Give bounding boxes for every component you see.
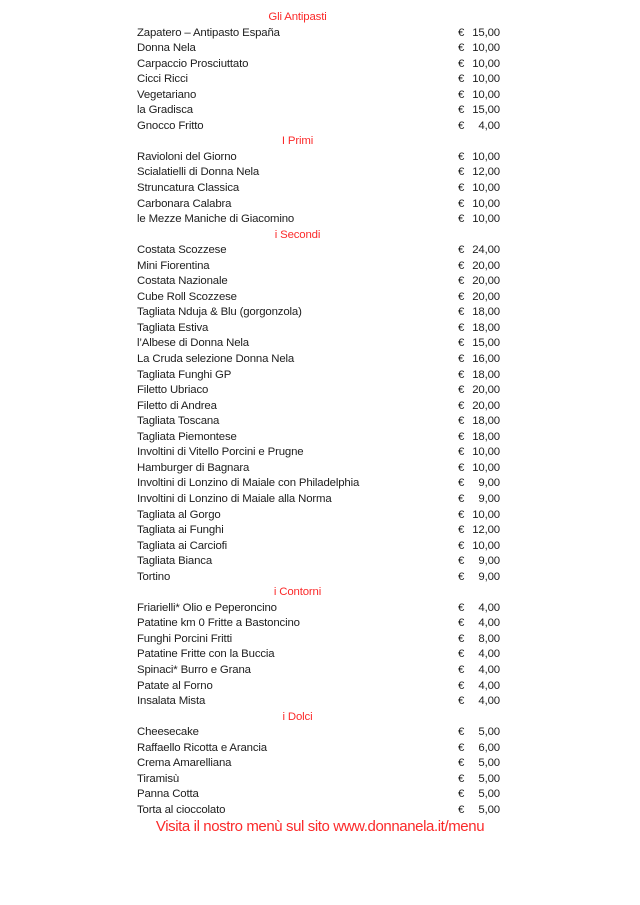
menu-item-name: Carpaccio Prosciuttato xyxy=(137,57,249,70)
menu-item-name: Patatine Fritte con la Buccia xyxy=(137,648,275,661)
menu-item-price xyxy=(458,663,500,679)
menu-item-name: Tagliata Funghi GP xyxy=(137,368,232,381)
euro-currency-symbol: € xyxy=(458,741,465,754)
menu-item-amount: 9,00 xyxy=(478,555,500,568)
menu-item-row xyxy=(137,647,500,663)
menu-item-row xyxy=(137,508,500,524)
menu-item-amount: 4,00 xyxy=(478,617,500,630)
euro-currency-symbol: € xyxy=(458,803,465,816)
menu-item-name: Vegetariano xyxy=(137,88,197,101)
menu-item-name: Carbonara Calabra xyxy=(137,197,232,210)
menu-item-price xyxy=(458,492,500,508)
menu-item-name: Tortino xyxy=(137,570,171,583)
menu-item-name: Tagliata ai Funghi xyxy=(137,524,224,537)
menu-item-row xyxy=(137,368,500,384)
menu-item-row xyxy=(137,259,500,275)
euro-currency-symbol: € xyxy=(458,757,465,770)
menu-item-amount: 10,00 xyxy=(472,446,500,459)
menu-item-price xyxy=(458,430,500,446)
menu-item-price xyxy=(458,632,500,648)
menu-item-price xyxy=(458,445,500,461)
menu-item-name: Crema Amarelliana xyxy=(137,757,232,770)
menu-item-name: Tiramisù xyxy=(137,772,180,785)
euro-currency-symbol: € xyxy=(458,726,465,739)
section-header-antipasti xyxy=(137,10,500,26)
menu-item-price xyxy=(458,72,500,88)
menu-item-row xyxy=(137,679,500,695)
menu-item-name: Panna Cotta xyxy=(137,788,199,801)
euro-currency-symbol: € xyxy=(458,275,465,288)
euro-currency-symbol: € xyxy=(458,632,465,645)
menu-item-price xyxy=(458,181,500,197)
menu-item-row xyxy=(137,150,500,166)
menu-item-amount: 5,00 xyxy=(478,772,500,785)
section-header-secondi xyxy=(137,228,500,244)
euro-currency-symbol: € xyxy=(458,119,465,132)
menu-item-amount: 6,00 xyxy=(478,741,500,754)
euro-currency-symbol: € xyxy=(458,166,465,179)
menu-item-amount: 5,00 xyxy=(478,803,500,816)
euro-currency-symbol: € xyxy=(458,492,465,505)
menu-item-name: Spinaci* Burro e Grana xyxy=(137,663,251,676)
menu-item-row xyxy=(137,26,500,42)
menu-item-amount: 20,00 xyxy=(472,259,500,272)
euro-currency-symbol: € xyxy=(458,182,465,195)
euro-currency-symbol: € xyxy=(458,663,465,676)
menu-item-price xyxy=(458,274,500,290)
euro-currency-symbol: € xyxy=(458,244,465,257)
section-title: I Primi xyxy=(281,135,314,148)
menu-item-row xyxy=(137,41,500,57)
menu-item-amount: 10,00 xyxy=(472,42,500,55)
menu-item-name: Mini Fiorentina xyxy=(137,259,210,272)
menu-item-amount: 18,00 xyxy=(472,430,500,443)
menu-item-amount: 8,00 xyxy=(478,632,500,645)
menu-item-amount: 10,00 xyxy=(472,150,500,163)
menu-item-row xyxy=(137,492,500,508)
euro-currency-symbol: € xyxy=(458,290,465,303)
euro-currency-symbol: € xyxy=(458,539,465,552)
menu-item-amount: 15,00 xyxy=(472,26,500,39)
euro-currency-symbol: € xyxy=(458,415,465,428)
menu-item-name: le Mezze Maniche di Giacomino xyxy=(137,213,295,226)
menu-item-row xyxy=(137,601,500,617)
menu-item-amount: 20,00 xyxy=(472,384,500,397)
menu-item-row xyxy=(137,212,500,228)
menu-item-price xyxy=(458,756,500,772)
euro-currency-symbol: € xyxy=(458,570,465,583)
menu-item-amount: 12,00 xyxy=(472,166,500,179)
menu-item-name: Tagliata Toscana xyxy=(137,415,220,428)
section-header-primi xyxy=(137,134,500,150)
menu-item-name: Raffaello Ricotta e Arancia xyxy=(137,741,267,754)
menu-item-row xyxy=(137,539,500,555)
menu-item-name: Patate al Forno xyxy=(137,679,213,692)
menu-item-amount: 9,00 xyxy=(478,492,500,505)
menu-item-amount: 16,00 xyxy=(472,353,500,366)
menu-item-row xyxy=(137,57,500,73)
menu-item-name: Involtini di Vitello Porcini e Prugne xyxy=(137,446,304,459)
menu-item-name: Costata Scozzese xyxy=(137,244,227,257)
menu-item-amount: 4,00 xyxy=(478,601,500,614)
section-title: i Contorni xyxy=(273,586,322,599)
section-header-dolci xyxy=(137,710,500,726)
menu-item-amount: 10,00 xyxy=(472,197,500,210)
menu-item-row xyxy=(137,570,500,586)
menu-item-price xyxy=(458,570,500,586)
menu-item-amount: 18,00 xyxy=(472,306,500,319)
menu-item-price xyxy=(458,88,500,104)
euro-currency-symbol: € xyxy=(458,601,465,614)
menu-item-name: Hamburger di Bagnara xyxy=(137,461,250,474)
euro-currency-symbol: € xyxy=(458,57,465,70)
menu-item-name: Costata Nazionale xyxy=(137,275,228,288)
menu-item-name: Filetto di Andrea xyxy=(137,399,217,412)
menu-item-price xyxy=(458,647,500,663)
menu-item-name: Tagliata Nduja & Blu (gorgonzola) xyxy=(137,306,302,319)
menu-item-amount: 10,00 xyxy=(472,461,500,474)
menu-item-row xyxy=(137,305,500,321)
menu-item-row xyxy=(137,290,500,306)
menu-item-price xyxy=(458,725,500,741)
menu-item-name: Scialatielli di Donna Nela xyxy=(137,166,260,179)
menu-item-row xyxy=(137,103,500,119)
menu-item-amount: 9,00 xyxy=(478,570,500,583)
euro-currency-symbol: € xyxy=(458,430,465,443)
menu-item-row xyxy=(137,352,500,368)
menu-item-name: Zapatero – Antipasto España xyxy=(137,26,280,39)
menu-item-row xyxy=(137,476,500,492)
menu-item-amount: 18,00 xyxy=(472,321,500,334)
menu-item-row xyxy=(137,694,500,710)
menu-item-price xyxy=(458,601,500,617)
menu-item-name: Tagliata Piemontese xyxy=(137,430,237,443)
section-title: i Dolci xyxy=(282,710,313,723)
euro-currency-symbol: € xyxy=(458,446,465,459)
menu-item-price xyxy=(458,290,500,306)
menu-item-row xyxy=(137,787,500,803)
menu-item-price xyxy=(458,305,500,321)
menu-list xyxy=(137,10,500,818)
menu-item-row xyxy=(137,243,500,259)
menu-item-name: Cicci Ricci xyxy=(137,73,188,86)
menu-item-price xyxy=(458,26,500,42)
euro-currency-symbol: € xyxy=(458,321,465,334)
euro-currency-symbol: € xyxy=(458,772,465,785)
menu-item-price xyxy=(458,787,500,803)
menu-item-amount: 10,00 xyxy=(472,213,500,226)
euro-currency-symbol: € xyxy=(458,788,465,801)
section-header-contorni xyxy=(137,585,500,601)
euro-currency-symbol: € xyxy=(458,259,465,272)
section-title: i Secondi xyxy=(274,228,321,241)
menu-item-price xyxy=(458,399,500,415)
menu-item-row xyxy=(137,88,500,104)
euro-currency-symbol: € xyxy=(458,477,465,490)
menu-item-name: La Cruda selezione Donna Nela xyxy=(137,353,295,366)
euro-currency-symbol: € xyxy=(458,617,465,630)
menu-item-row xyxy=(137,554,500,570)
menu-item-row xyxy=(137,461,500,477)
menu-item-row xyxy=(137,383,500,399)
menu-item-row xyxy=(137,741,500,757)
menu-item-price xyxy=(458,523,500,539)
menu-item-name: Patatine km 0 Fritte a Bastoncino xyxy=(137,617,300,630)
menu-item-name: Cube Roll Scozzese xyxy=(137,290,237,303)
euro-currency-symbol: € xyxy=(458,368,465,381)
menu-item-amount: 4,00 xyxy=(478,695,500,708)
menu-item-row xyxy=(137,772,500,788)
menu-item-price xyxy=(458,539,500,555)
menu-item-row xyxy=(137,119,500,135)
menu-item-row xyxy=(137,399,500,415)
menu-item-price xyxy=(458,508,500,524)
menu-item-price xyxy=(458,368,500,384)
euro-currency-symbol: € xyxy=(458,695,465,708)
menu-item-amount: 20,00 xyxy=(472,290,500,303)
menu-item-row xyxy=(137,321,500,337)
menu-item-name: Struncatura Classica xyxy=(137,182,240,195)
menu-item-name: Filetto Ubriaco xyxy=(137,384,209,397)
euro-currency-symbol: € xyxy=(458,197,465,210)
euro-currency-symbol: € xyxy=(458,306,465,319)
menu-item-price xyxy=(458,694,500,710)
menu-item-row xyxy=(137,72,500,88)
menu-item-name: Torta al cioccolato xyxy=(137,803,226,816)
menu-item-name: Funghi Porcini Fritti xyxy=(137,632,232,645)
menu-item-amount: 5,00 xyxy=(478,757,500,770)
menu-item-amount: 20,00 xyxy=(472,275,500,288)
menu-item-name: Tagliata Estiva xyxy=(137,321,209,334)
menu-item-name: Gnocco Fritto xyxy=(137,119,204,132)
menu-item-row xyxy=(137,523,500,539)
menu-item-amount: 4,00 xyxy=(478,648,500,661)
menu-item-price xyxy=(458,554,500,570)
menu-item-amount: 18,00 xyxy=(472,368,500,381)
menu-item-name: Donna Nela xyxy=(137,42,196,55)
footer-website-note: Visita il nostro menù sul sito www.donnanela.it/menu xyxy=(155,818,485,835)
menu-item-name: Cheesecake xyxy=(137,726,199,739)
euro-currency-symbol: € xyxy=(458,88,465,101)
menu-item-name: Ravioloni del Giorno xyxy=(137,150,237,163)
menu-item-amount: 18,00 xyxy=(472,415,500,428)
euro-currency-symbol: € xyxy=(458,213,465,226)
menu-item-price xyxy=(458,243,500,259)
menu-item-price xyxy=(458,212,500,228)
menu-item-amount: 10,00 xyxy=(472,73,500,86)
menu-item-price xyxy=(458,352,500,368)
menu-item-price xyxy=(458,476,500,492)
euro-currency-symbol: € xyxy=(458,555,465,568)
menu-item-price xyxy=(458,197,500,213)
menu-item-row xyxy=(137,445,500,461)
euro-currency-symbol: € xyxy=(458,150,465,163)
menu-item-name: Tagliata Bianca xyxy=(137,555,213,568)
menu-item-price xyxy=(458,679,500,695)
menu-item-name: Tagliata al Gorgo xyxy=(137,508,221,521)
euro-currency-symbol: € xyxy=(458,461,465,474)
menu-item-row xyxy=(137,336,500,352)
menu-item-price xyxy=(458,321,500,337)
section-title: Gli Antipasti xyxy=(268,11,327,23)
menu-item-amount: 15,00 xyxy=(472,337,500,350)
euro-currency-symbol: € xyxy=(458,337,465,350)
menu-item-row xyxy=(137,414,500,430)
menu-item-name: Involtini di Lonzino di Maiale alla Norma xyxy=(137,492,332,505)
menu-item-name: Friarielli* Olio e Peperoncino xyxy=(137,601,277,614)
menu-item-row xyxy=(137,181,500,197)
menu-item-price xyxy=(458,57,500,73)
menu-item-row xyxy=(137,430,500,446)
menu-item-amount: 5,00 xyxy=(478,726,500,739)
menu-item-price xyxy=(458,165,500,181)
menu-item-name: Tagliata ai Carciofi xyxy=(137,539,228,552)
menu-item-row xyxy=(137,165,500,181)
menu-item-name: Insalata Mista xyxy=(137,695,206,708)
euro-currency-symbol: € xyxy=(458,648,465,661)
euro-currency-symbol: € xyxy=(458,399,465,412)
menu-item-row xyxy=(137,663,500,679)
menu-item-price xyxy=(458,461,500,477)
menu-item-amount: 24,00 xyxy=(472,244,500,257)
menu-item-price xyxy=(458,119,500,135)
euro-currency-symbol: € xyxy=(458,384,465,397)
euro-currency-symbol: € xyxy=(458,104,465,117)
menu-item-row xyxy=(137,274,500,290)
menu-item-amount: 10,00 xyxy=(472,57,500,70)
menu-item-amount: 12,00 xyxy=(472,524,500,537)
menu-item-amount: 4,00 xyxy=(478,663,500,676)
euro-currency-symbol: € xyxy=(458,73,465,86)
menu-item-amount: 4,00 xyxy=(478,119,500,132)
menu-item-row xyxy=(137,725,500,741)
menu-item-price xyxy=(458,336,500,352)
menu-item-row xyxy=(137,632,500,648)
menu-item-price xyxy=(458,772,500,788)
menu-item-row xyxy=(137,197,500,213)
euro-currency-symbol: € xyxy=(458,524,465,537)
menu-item-price xyxy=(458,150,500,166)
menu-item-amount: 10,00 xyxy=(472,88,500,101)
menu-item-row xyxy=(137,616,500,632)
menu-item-price xyxy=(458,259,500,275)
menu-item-amount: 20,00 xyxy=(472,399,500,412)
euro-currency-symbol: € xyxy=(458,508,465,521)
menu-item-price xyxy=(458,616,500,632)
menu-item-amount: 10,00 xyxy=(472,182,500,195)
menu-item-amount: 10,00 xyxy=(472,508,500,521)
menu-item-price xyxy=(458,383,500,399)
menu-item-price xyxy=(458,741,500,757)
menu-item-name: l’Albese di Donna Nela xyxy=(137,337,249,350)
euro-currency-symbol: € xyxy=(458,26,465,39)
menu-item-amount: 10,00 xyxy=(472,539,500,552)
menu-item-name: la Gradisca xyxy=(137,104,193,117)
menu-item-price xyxy=(458,414,500,430)
menu-item-price xyxy=(458,103,500,119)
menu-item-amount: 4,00 xyxy=(478,679,500,692)
menu-item-amount: 15,00 xyxy=(472,104,500,117)
menu-item-name: Involtini di Lonzino di Maiale con Philadelphia xyxy=(137,477,360,490)
euro-currency-symbol: € xyxy=(458,353,465,366)
menu-item-amount: 5,00 xyxy=(478,788,500,801)
euro-currency-symbol: € xyxy=(458,42,465,55)
euro-currency-symbol: € xyxy=(458,679,465,692)
menu-item-amount: 9,00 xyxy=(478,477,500,490)
menu-item-row xyxy=(137,756,500,772)
menu-item-price xyxy=(458,41,500,57)
